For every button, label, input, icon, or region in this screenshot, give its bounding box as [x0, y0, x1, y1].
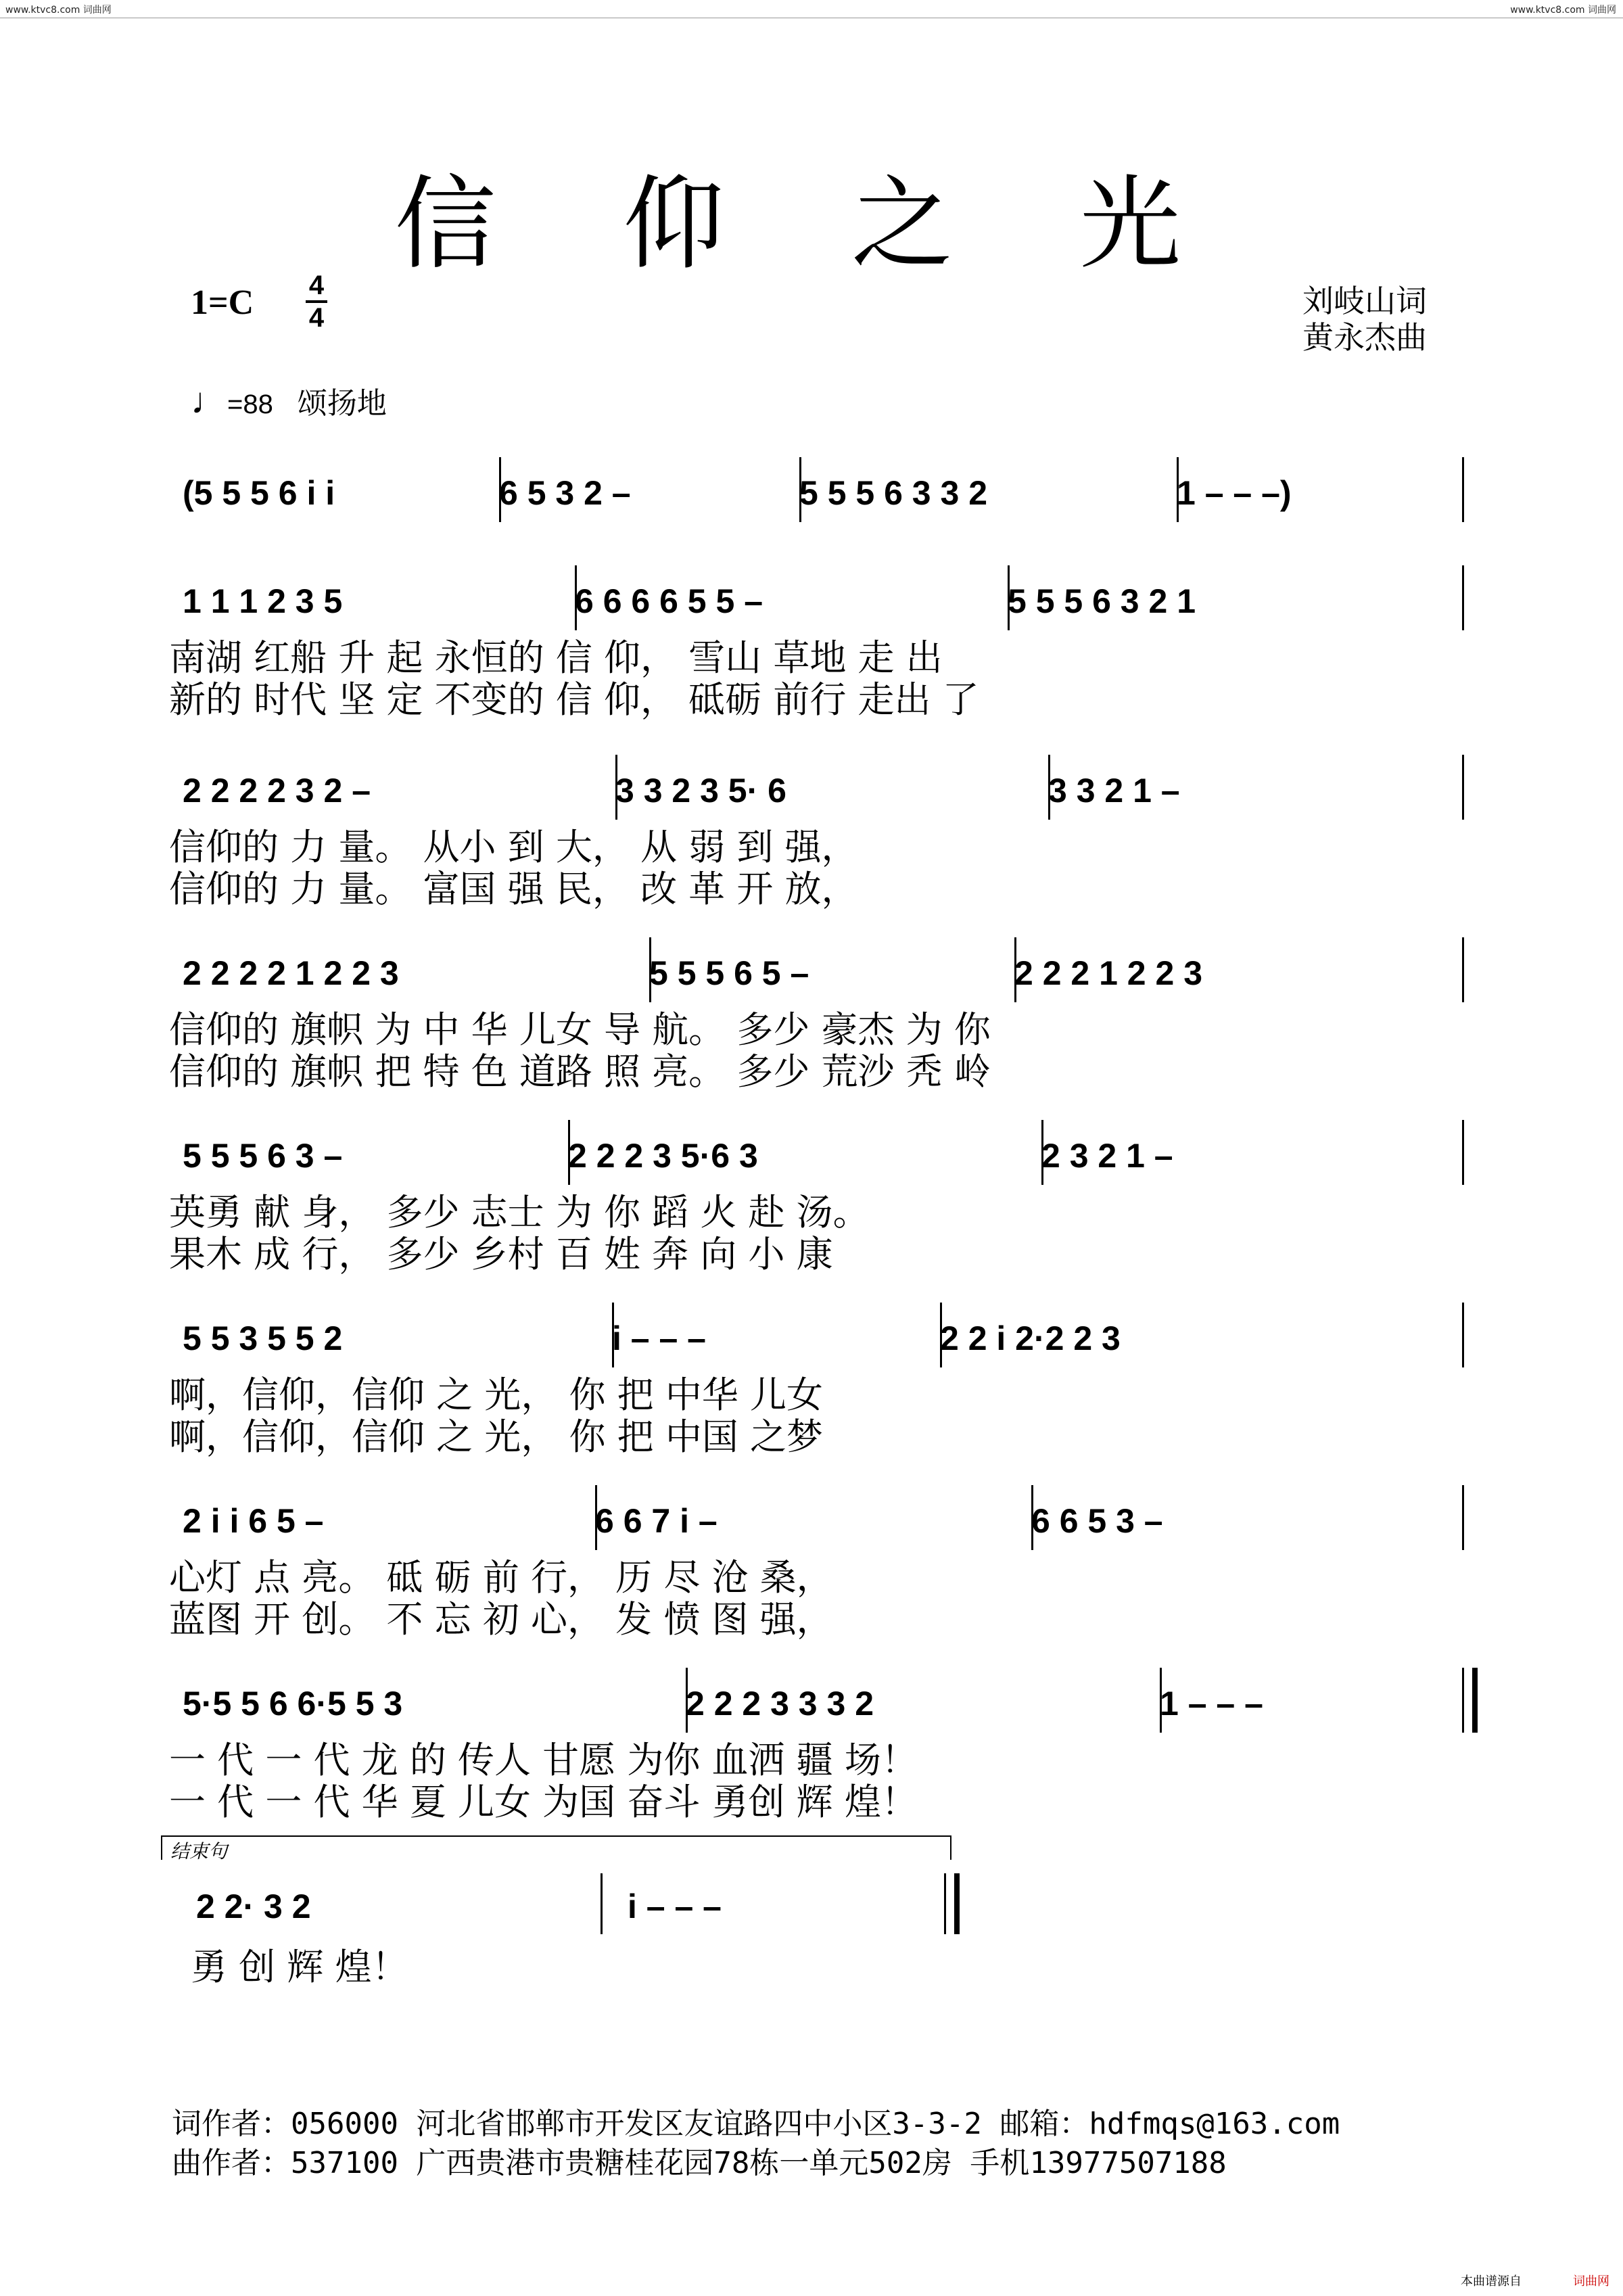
source-note: 本曲谱源自: [1461, 2274, 1522, 2289]
measure-notes: i – – –: [612, 1319, 706, 1357]
barline: [1462, 937, 1464, 1002]
lyrics-verse-2: 果木 成 行， 多少 乡村 百 姓 奔 向 小 康: [169, 1233, 833, 1275]
lyrics-verse-2: 蓝图 开 创。 不 忘 初 心， 发 愤 图 强，: [169, 1598, 833, 1641]
measure-notes: 5 5 5 6 3 3 2: [799, 474, 988, 512]
measure-notes: 1 – – –: [1160, 1685, 1263, 1723]
lyrics-verse-1: 南湖 红船 升 起 永恒的 信 仰， 雪山 草地 走 出: [169, 636, 943, 679]
barline: [1462, 565, 1464, 630]
measure-notes: 3 3 2 3 5· 6: [615, 772, 786, 810]
measure-notes: 2 2 2 2 1 2 2 3: [183, 954, 399, 992]
expression-mark: 颂扬地: [297, 386, 387, 421]
final-barline: [944, 1873, 960, 1934]
measure-notes: 2 2 i 2·2 2 3: [940, 1319, 1121, 1357]
measure-notes: 2 3 2 1 –: [1041, 1137, 1173, 1175]
quarter-note-icon: ♩: [191, 381, 227, 421]
composer: 黄永杰曲: [1302, 319, 1427, 356]
time-bottom: 4: [308, 303, 325, 333]
measure-notes: 1 1 1 2 3 5: [183, 582, 343, 620]
measure-notes: 6 6 6 6 5 5 –: [575, 582, 763, 620]
lyrics-verse-2: 啊，信仰，信仰 之 光， 你 把 中国 之梦: [169, 1415, 823, 1458]
footer-composer-contact: 曲作者：537100 广西贵港市贵糖桂花园78栋一单元502房 手机13977507188: [172, 2146, 1227, 2180]
lyrics-verse-1: 英勇 献 身， 多少 志士 为 你 蹈 火 赴 汤。: [169, 1191, 870, 1234]
measure-notes: 5 5 5 6 3 2 1: [1008, 582, 1196, 620]
ending-lyrics: 勇 创 辉 煌！: [191, 1946, 408, 1988]
barline: [601, 1873, 603, 1934]
measure-notes: 2 2 2 1 2 2 3: [1014, 954, 1203, 992]
lyrics-verse-2: 一 代 一 代 华 夏 儿女 为国 奋斗 勇创 辉 煌！: [169, 1781, 918, 1823]
lyrics-verse-1: 心灯 点 亮。 砥 砺 前 行， 历 尽 沧 桑，: [169, 1556, 833, 1599]
ending-bracket: [161, 1835, 951, 1860]
source-logo: 词曲网: [1573, 2274, 1609, 2289]
key-signature: 1=C: [191, 283, 254, 322]
measure-notes: 5 5 5 6 3 –: [183, 1137, 343, 1175]
lyrics-verse-2: 新的 时代 坚 定 不变的 信 仰， 砥砺 前行 走出 了: [169, 678, 979, 721]
measure-notes: 2 i i 6 5 –: [183, 1502, 324, 1540]
lyrics-verse-1: 信仰的 力 量。 从小 到 大， 从 弱 到 强，: [169, 826, 858, 868]
measure-notes: 1 – – –): [1177, 474, 1292, 512]
watermark-left: www.ktvc8.com 词曲网: [5, 5, 112, 16]
ending-notes-1: 2 2· 3 2: [196, 1888, 311, 1925]
measure-notes: 5 5 5 6 5 –: [649, 954, 809, 992]
measure-notes: 5·5 5 6 6·5 5 3: [183, 1685, 403, 1723]
barline: [1462, 1120, 1464, 1185]
barline: [1462, 755, 1464, 820]
measure-notes: 6 5 3 2 –: [499, 474, 631, 512]
lyrics-verse-2: 信仰的 力 量。 富国 强 民， 改 革 开 放，: [169, 868, 858, 910]
measure-notes: 2 2 2 2 3 2 –: [183, 772, 371, 810]
lyrics-verse-2: 信仰的 旗帜 把 特 色 道路 照 亮。 多少 荒沙 秃 岭: [169, 1050, 991, 1093]
measure-notes: 2 2 2 3 5·6 3: [568, 1137, 758, 1175]
measure-notes: 2 2 2 3 3 3 2: [686, 1685, 874, 1723]
watermark-right: www.ktvc8.com 词曲网: [1510, 5, 1616, 16]
credits: [1302, 283, 1427, 356]
tempo-marking: [191, 379, 387, 422]
measure-notes: 5 5 3 5 5 2: [183, 1319, 343, 1357]
measure-notes: (5 5 5 6 i i: [183, 474, 335, 512]
time-signature: [303, 271, 330, 333]
measure-notes: 6 6 7 i –: [595, 1502, 718, 1540]
song-title: 信 仰 之 光: [394, 166, 1229, 283]
time-top: 4: [308, 271, 325, 300]
barline: [1462, 1485, 1464, 1550]
lyrics-verse-1: 啊，信仰，信仰 之 光， 你 把 中华 儿女: [169, 1374, 823, 1416]
lyricist: 刘岐山词: [1302, 283, 1427, 319]
ending-label: 结束句: [170, 1840, 228, 1862]
lyrics-verse-1: 信仰的 旗帜 为 中 华 儿女 导 航。 多少 豪杰 为 你: [169, 1008, 991, 1051]
barline: [1462, 1668, 1478, 1733]
measure-notes: 6 6 5 3 –: [1031, 1502, 1163, 1540]
barline: [1462, 457, 1464, 522]
tempo-bpm: =88: [227, 390, 273, 419]
lyrics-verse-1: 一 代 一 代 龙 的 传人 甘愿 为你 血洒 疆 场！: [169, 1739, 918, 1781]
barline: [1462, 1303, 1464, 1367]
measure-notes: 3 3 2 1 –: [1048, 772, 1180, 810]
footer-lyricist-contact: 词作者：056000 河北省邯郸市开发区友谊路四中小区3-3-2 邮箱：hdfmqs@163.com: [172, 2107, 1340, 2141]
ending-notes-2: i – – –: [628, 1888, 722, 1925]
